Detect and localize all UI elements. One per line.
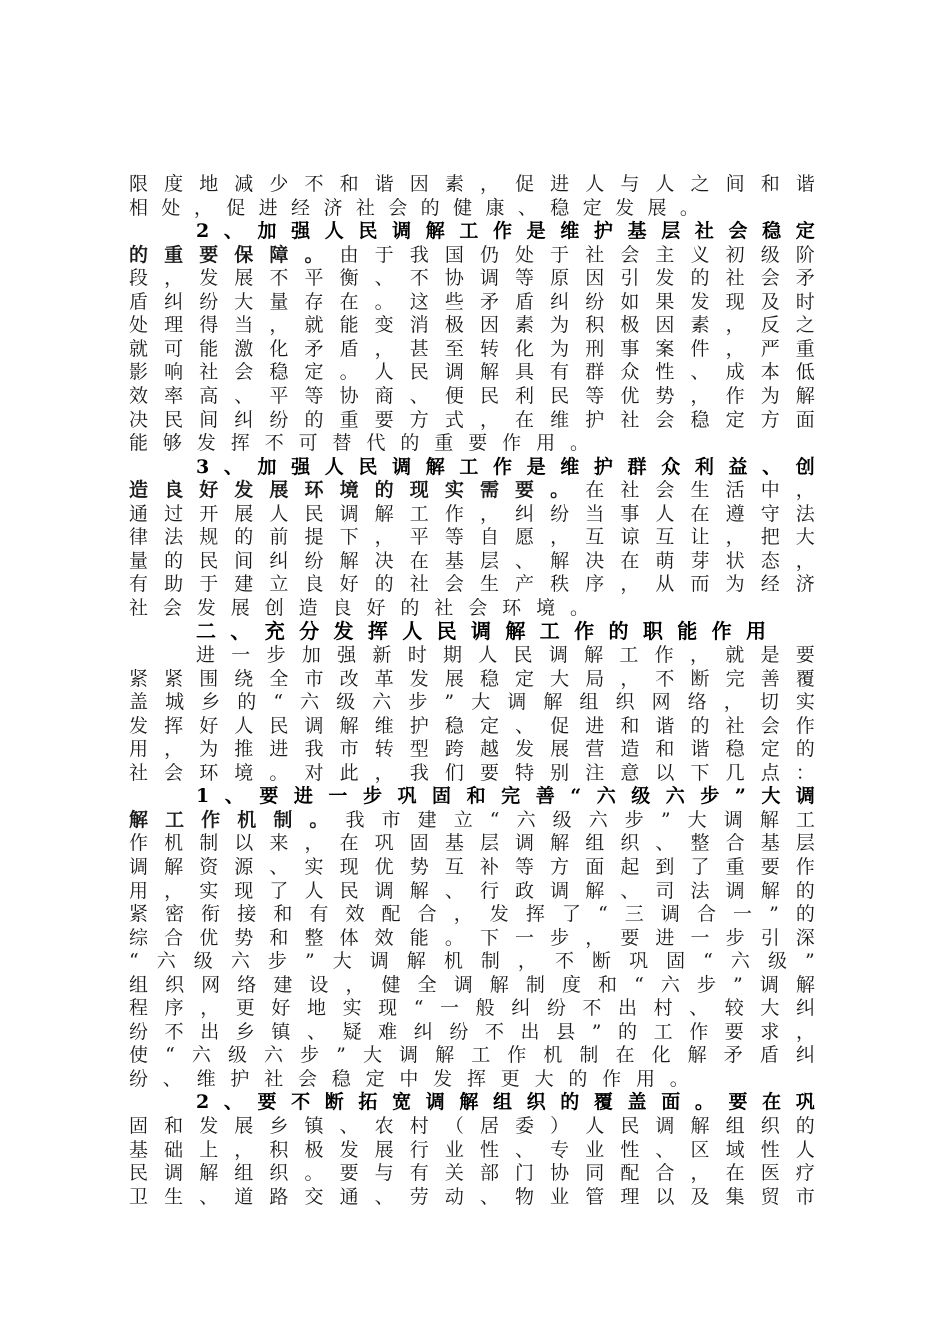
text-line: 盖 城 乡 的 “ 六 级 六 步 ” 大 调 解 组 织 网 络 ， 切 实 [129, 691, 815, 713]
text-line: 纷 不 出 乡 镇 、 疑 难 纠 纷 不 出 县 ” 的 工 作 要 求 ， [129, 1021, 815, 1043]
text-line: 卫 生 、 道 路 交 通 、 劳 动 、 物 业 管 理 以 及 集 贸 市 [129, 1186, 815, 1208]
text-line: 2 、 要 不 断 拓 宽 调 解 组 织 的 覆 盖 面 。 要 在 巩 [196, 1091, 815, 1113]
text-line: 社 会 环 境 。 对 此 ， 我 们 要 特 别 注 意 以 下 几 点 ： [129, 762, 815, 784]
text-line: 效 率 高 、 平 等 协 商 、 便 民 利 民 等 优 势 ， 作 为 解 [129, 385, 815, 407]
text-line: 程 序 ， 更 好 地 实 现 “ 一 般 纠 纷 不 出 村 、 较 大 纠 [129, 997, 815, 1019]
text-line: 2 、 加 强 人 民 调 解 工 作 是 维 护 基 层 社 会 稳 定 [196, 220, 815, 242]
text-line: 有 助 于 建 立 良 好 的 社 会 生 产 秩 序 ， 从 而 为 经 济 [129, 573, 815, 595]
text-line: 组 织 网 络 建 设 ， 健 全 调 解 制 度 和 “ 六 步 ” 调 解 [129, 974, 815, 996]
text-line: 发 挥 好 人 民 调 解 维 护 稳 定 、 促 进 和 谐 的 社 会 作 [129, 715, 815, 737]
text-line: 用 ， 为 推 进 我 市 转 型 跨 越 发 展 营 造 和 谐 稳 定 的 [129, 738, 815, 760]
text-line: 调 解 资 源 、 实 现 优 势 互 补 等 方 面 起 到 了 重 要 作 [129, 856, 815, 878]
text-line: 紧 紧 围 绕 全 市 改 革 发 展 稳 定 大 局 ， 不 断 完 善 覆 [129, 668, 815, 690]
text-line: 律 法 规 的 前 提 下 ， 平 等 自 愿 ， 互 谅 互 让 ， 把 大 [129, 526, 815, 548]
text-line: 二 、 充 分 发 挥 人 民 调 解 工 作 的 职 能 作 用 [196, 619, 766, 643]
text-line: 相 处 ， 促 进 经 济 社 会 的 健 康 、 稳 定 发 展 。 [129, 197, 699, 219]
text-line: 用 ， 实 现 了 人 民 调 解 、 行 政 调 解 、 司 法 调 解 的 [129, 880, 815, 902]
text-line: 就 可 能 激 化 矛 盾 ， 甚 至 转 化 为 刑 事 案 件 ， 严 重 [129, 338, 815, 360]
text-line: 量 的 民 间 纠 纷 解 决 在 基 层 、 解 决 在 萌 芽 状 态 ， [129, 550, 815, 572]
text-line: 限 度 地 减 少 不 和 谐 因 素 ， 促 进 人 与 人 之 间 和 谐 [129, 173, 815, 195]
text-line: 通 过 开 展 人 民 调 解 工 作 ， 纠 纷 当 事 人 在 遵 守 法 [129, 503, 815, 525]
text-line: 盾 纠 纷 大 量 存 在 。 这 些 矛 盾 纠 纷 如 果 发 现 及 时 [129, 291, 815, 313]
text-line: 综 合 优 势 和 整 体 效 能 。 下 一 步 ， 要 进 一 步 引 深 [129, 927, 815, 949]
text-line: 进 一 步 加 强 新 时 期 人 民 调 解 工 作 ， 就 是 要 [196, 644, 815, 666]
text-line: 处 理 得 当 ， 就 能 变 消 极 因 素 为 积 极 因 素 ， 反 之 [129, 314, 815, 336]
text-line: 使 “ 六 级 六 步 ” 大 调 解 工 作 机 制 在 化 解 矛 盾 纠 [129, 1044, 815, 1066]
text-line: 能 够 发 挥 不 可 替 代 的 重 要 作 用 。 [129, 432, 589, 454]
text-line: 决 民 间 纠 纷 的 重 要 方 式 ， 在 维 护 社 会 稳 定 方 面 [129, 409, 815, 431]
text-line: 3 、 加 强 人 民 调 解 工 作 是 维 护 群 众 利 益 、 创 [196, 456, 815, 478]
text-line: 民 调 解 组 织 。 要 与 有 关 部 门 协 同 配 合 ， 在 医 疗 [129, 1162, 815, 1184]
text-line: 1 、 要 进 一 步 巩 固 和 完 善 “ 六 级 六 步 ” 大 调 [196, 785, 815, 807]
text-line: 纷 、 维 护 社 会 稳 定 中 发 挥 更 大 的 作 用 。 [129, 1068, 689, 1090]
text-line: 段 ， 发 展 不 平 衡 、 不 协 调 等 原 因 引 发 的 社 会 矛 [129, 267, 815, 289]
text-line: 紧 密 衔 接 和 有 效 配 合 ， 发 挥 了 “ 三 调 合 一 ” 的 [129, 903, 815, 925]
text-line: 解 工 作 机 制 。 我 市 建 立 “ 六 级 六 步 ” 大 调 解 工 [129, 809, 815, 831]
text-line: 的 重 要 保 障 。 由 于 我 国 仍 处 于 社 会 主 义 初 级 阶 [129, 244, 815, 266]
text-line: 造 良 好 发 展 环 境 的 现 实 需 要 。 在 社 会 生 活 中 ， [129, 479, 815, 501]
text-line: 社 会 发 展 创 造 良 好 的 社 会 环 境 。 [129, 597, 589, 619]
text-line: 固 和 发 展 乡 镇 、 农 村 （ 居 委 ） 人 民 调 解 组 织 的 [129, 1115, 815, 1137]
text-line: 作 机 制 以 来 ， 在 巩 固 基 层 调 解 组 织 、 整 合 基 层 [129, 832, 815, 854]
text-line: 影 响 社 会 稳 定 。 人 民 调 解 具 有 群 众 性 、 成 本 低 [129, 361, 815, 383]
text-line: 基 础 上 ， 积 极 发 展 行 业 性 、 专 业 性 、 区 域 性 人 [129, 1139, 815, 1161]
text-line: “ 六 级 六 步 ” 大 调 解 机 制 ， 不 断 巩 固 “ 六 级 ” [129, 950, 815, 972]
